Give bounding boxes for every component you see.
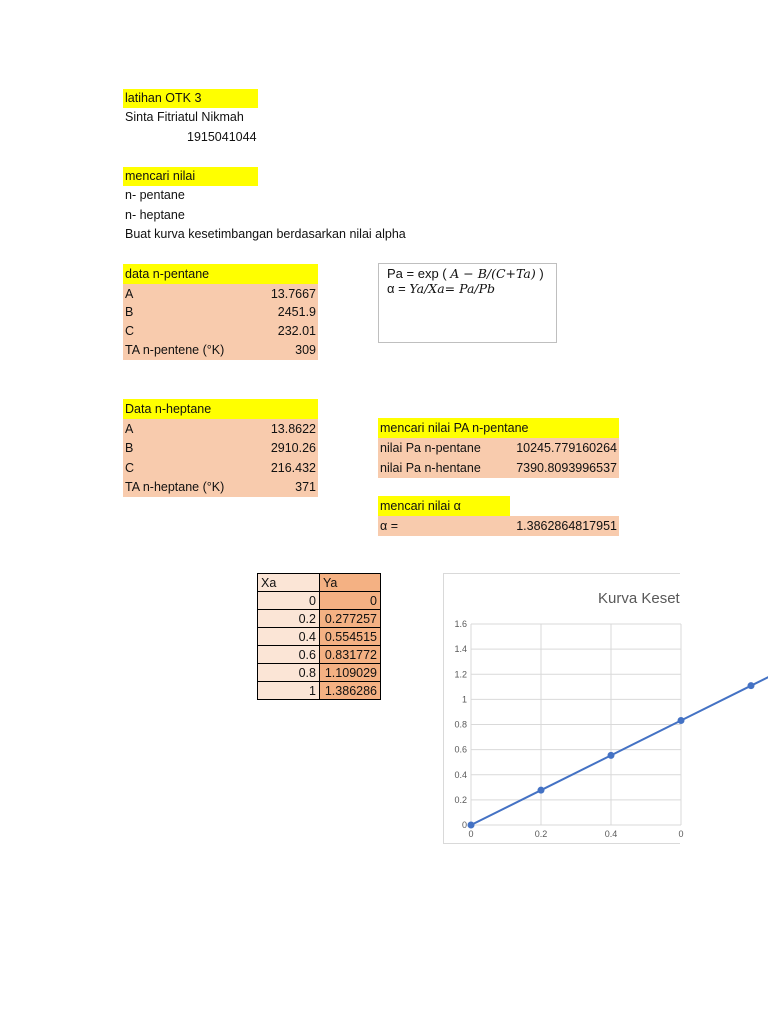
y-tick-label: 0.2 bbox=[454, 794, 467, 805]
chart-grid bbox=[471, 624, 681, 825]
pa-heading: mencari nilai PA n-pentane bbox=[378, 418, 619, 438]
data-point bbox=[608, 752, 615, 759]
pentane-value: 2451.9 bbox=[277, 305, 316, 319]
y-tick-label: 1.6 bbox=[454, 619, 467, 629]
heptane-row-b bbox=[123, 438, 318, 458]
student-id: 1915041044 bbox=[187, 130, 257, 144]
y-tick-label: 0.4 bbox=[454, 769, 467, 780]
ya-cell: 1.109029 bbox=[320, 664, 381, 682]
data-point bbox=[538, 787, 545, 794]
pa-row-heptane bbox=[378, 458, 619, 478]
data-point bbox=[748, 682, 755, 689]
ya-cell: 0.554515 bbox=[320, 628, 381, 646]
y-tick-label: 0.6 bbox=[454, 744, 467, 755]
pentane-row-ta bbox=[123, 340, 318, 360]
y-tick-label: 0 bbox=[461, 820, 467, 830]
pentane-heading: data n-pentane bbox=[123, 264, 318, 284]
heptane-row-c bbox=[123, 458, 318, 478]
heptane-value: 216.432 bbox=[270, 461, 316, 475]
pa-label: nilai Pa n-pentane bbox=[380, 441, 481, 455]
table-row bbox=[258, 664, 381, 682]
heptane-value: 2910.26 bbox=[270, 441, 316, 455]
formula-pa: Pa = exp ( A − B/(C+Ta) ) bbox=[387, 266, 544, 281]
sheet-title: latihan OTK 3 bbox=[123, 89, 258, 108]
xa-cell: 0 bbox=[258, 592, 320, 610]
alpha-row bbox=[378, 516, 619, 536]
heptane-label: A bbox=[125, 422, 134, 436]
ya-cell: 0.831772 bbox=[320, 646, 381, 664]
heptane-row-a bbox=[123, 419, 318, 439]
heptane-row-ta bbox=[123, 477, 318, 497]
chart-svg bbox=[444, 574, 684, 845]
xa-ya-table bbox=[257, 573, 381, 700]
pentane-label: C bbox=[125, 324, 135, 338]
pentane-label: TA n-pentene (°K) bbox=[125, 343, 225, 357]
header-ya: Ya bbox=[320, 574, 381, 592]
table-row bbox=[258, 682, 381, 700]
equilibrium-chart bbox=[443, 573, 684, 844]
xa-cell: 0.6 bbox=[258, 646, 320, 664]
table-row bbox=[258, 610, 381, 628]
pa-row-pentane bbox=[378, 438, 619, 458]
ya-cell: 0 bbox=[320, 592, 381, 610]
y-tick-label: 1 bbox=[461, 694, 467, 705]
xa-cell: 0.2 bbox=[258, 610, 320, 628]
heptane-label: B bbox=[125, 441, 134, 455]
data-point bbox=[468, 822, 475, 829]
chart-title: Kurva Keset bbox=[598, 590, 680, 607]
x-tick-label: 0.2 bbox=[534, 829, 548, 839]
author-name: Sinta Fitriatul Nikmah bbox=[125, 110, 244, 124]
alpha-value: 1.3862864817951 bbox=[516, 519, 617, 533]
heptane-label: TA n-heptane (°K) bbox=[125, 480, 225, 494]
pa-value: 10245.779160264 bbox=[516, 441, 617, 455]
xa-cell: 0.4 bbox=[258, 628, 320, 646]
table-row bbox=[258, 592, 381, 610]
chart-y-ticks bbox=[454, 619, 467, 830]
alpha-heading: mencari nilai α bbox=[378, 496, 510, 516]
pentane-row-c bbox=[123, 321, 318, 341]
heptane-heading: Data n-heptane bbox=[123, 399, 318, 419]
x-tick-label: 0.4 bbox=[604, 829, 618, 839]
ya-cell: 0.277257 bbox=[320, 610, 381, 628]
task-instruction: Buat kurva kesetimbangan berdasarkan nilai alpha bbox=[125, 227, 406, 241]
x-tick-label: 0 bbox=[678, 829, 684, 839]
formula-alpha: α = Ya/Xa= Pa/Pb bbox=[387, 281, 496, 296]
xa-cell: 0.8 bbox=[258, 664, 320, 682]
heptane-label: C bbox=[125, 461, 135, 475]
y-tick-label: 1.4 bbox=[454, 644, 467, 655]
pentane-row-a bbox=[123, 284, 318, 304]
task-item-heptane: n- heptane bbox=[125, 208, 185, 222]
table-header-row bbox=[258, 574, 381, 592]
pentane-label: A bbox=[125, 287, 134, 301]
header-xa: Xa bbox=[258, 574, 320, 592]
table-row bbox=[258, 646, 381, 664]
series-line bbox=[471, 651, 768, 825]
pentane-row-b bbox=[123, 302, 318, 322]
x-tick-label: 0 bbox=[468, 829, 474, 839]
formula-box bbox=[378, 263, 557, 343]
heptane-value: 13.8622 bbox=[270, 422, 316, 436]
y-tick-label: 1.2 bbox=[454, 669, 467, 680]
task-heading: mencari nilai bbox=[123, 167, 258, 186]
pentane-label: B bbox=[125, 305, 134, 319]
alpha-label: α = bbox=[380, 519, 398, 533]
y-tick-label: 0.8 bbox=[454, 719, 467, 730]
ya-cell: 1.386286 bbox=[320, 682, 381, 700]
pentane-value: 13.7667 bbox=[270, 287, 316, 301]
pa-label: nilai Pa n-hentane bbox=[380, 461, 481, 475]
pa-value: 7390.8093996537 bbox=[516, 461, 617, 475]
data-point bbox=[678, 717, 685, 724]
pentane-value: 309 bbox=[295, 343, 316, 357]
table-row bbox=[258, 628, 381, 646]
heptane-value: 371 bbox=[295, 480, 316, 494]
task-item-pentane: n- pentane bbox=[125, 188, 185, 202]
pentane-value: 232.01 bbox=[277, 324, 316, 338]
chart-x-ticks bbox=[468, 829, 683, 839]
xa-cell: 1 bbox=[258, 682, 320, 700]
